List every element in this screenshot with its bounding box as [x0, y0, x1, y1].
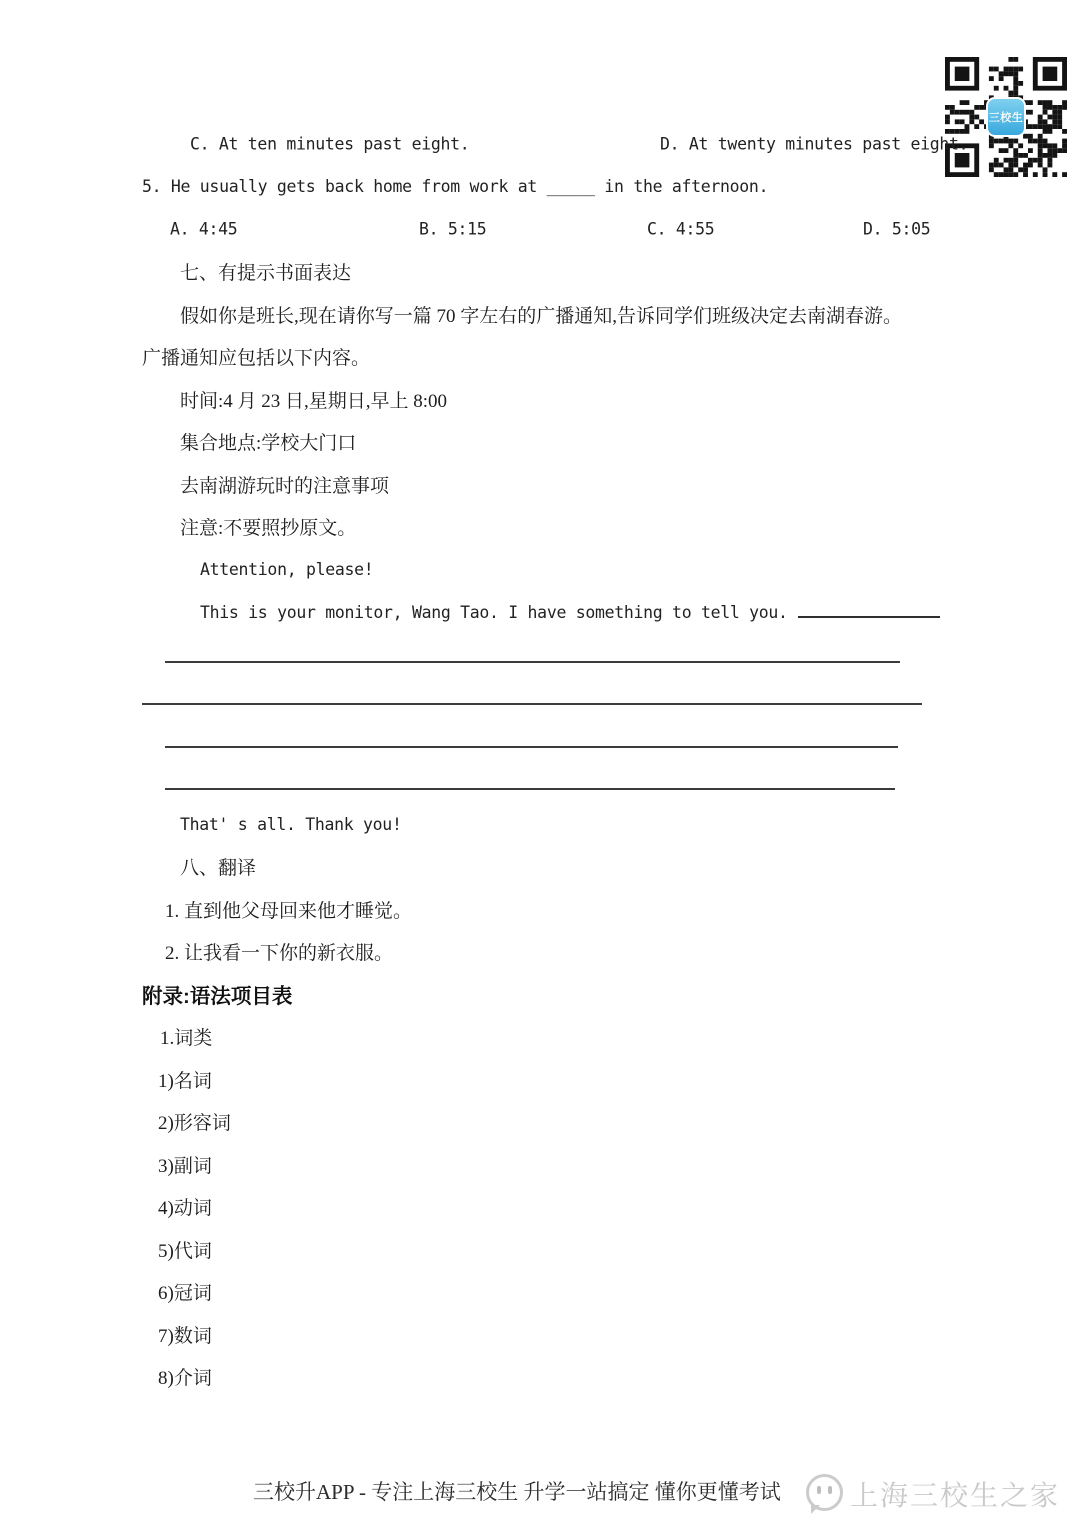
writing-blank-line-4-row: [142, 761, 1042, 804]
listening-options-cd-row: [142, 123, 1042, 166]
translation-item-1: 1. 直到他父母回来他才睡觉。: [165, 900, 413, 922]
q5-option-c: C. 4:55: [647, 219, 715, 239]
q5-option-b: B. 5:15: [419, 219, 487, 239]
notice-point-caution: 注意:不要照抄原文。: [180, 518, 357, 540]
listening-option-d: D. At twenty minutes past eight.: [660, 134, 969, 154]
appendix-item-adjective: 2)形容词: [158, 1113, 231, 1135]
translation-item-2: 2. 让我看一下你的新衣服。: [165, 943, 394, 965]
appendix-item-article: 6)冠词: [158, 1283, 212, 1305]
footer-watermark-text: 上海三校生之家: [850, 1481, 1061, 1512]
notice-point-place: 集合地点:学校大门口: [180, 433, 357, 455]
writing-blank-line-2-row: [142, 676, 1042, 719]
writing-blank-line-4[interactable]: [165, 788, 895, 790]
section-7-intro-line-2: 广播通知应包括以下内容。: [142, 348, 371, 370]
section-7-intro-line-1: 假如你是班长,现在请你写一篇 70 字左右的广播通知,告诉同学们班级决定去南湖春游。: [180, 305, 903, 327]
question-5-stem: 5. He usually gets back home from work at _____ in the afternoon.: [142, 177, 769, 197]
writing-blank-line-2[interactable]: [142, 703, 922, 705]
appendix-heading-word-classes: 1.词类: [160, 1028, 213, 1050]
writing-blank-line-1[interactable]: [165, 661, 900, 663]
exam-page-content: [142, 123, 1042, 1398]
wechat-face-icon: [806, 1474, 843, 1511]
notice-point-notes: 去南湖游玩时的注意事项: [180, 475, 390, 497]
page-footer: [0, 1466, 1080, 1516]
qr-logo-label: 三校生: [988, 112, 1024, 124]
appendix-item-noun: 1)名词: [158, 1070, 212, 1092]
appendix-title: 附录:语法项目表: [142, 985, 293, 1009]
writing-opening-text-wrap: [200, 602, 940, 622]
appendix-item-numeral: 7)数词: [158, 1325, 212, 1347]
footer-app-promo-text: 三校升APP - 专注上海三校生 升学一站搞定 懂你更懂考试: [253, 1480, 781, 1504]
section-8-title: 八、翻译: [180, 858, 257, 880]
appendix-item-adverb: 3)副词: [158, 1155, 212, 1177]
notice-point-time: 时间:4 月 23 日,星期日,早上 8:00: [180, 390, 448, 412]
appendix-item-preposition: 8)介词: [158, 1368, 212, 1390]
icon-bubble-tail: [811, 1505, 820, 1514]
q5-option-a: A. 4:45: [170, 219, 238, 239]
writing-attention-line: Attention, please!: [200, 559, 374, 579]
writing-blank-line-3[interactable]: [165, 746, 898, 748]
section-7-title: 七、有提示书面表达: [180, 263, 352, 285]
writing-blank-line-3-row: [142, 718, 1042, 761]
writing-closing-line: That' s all. Thank you!: [180, 814, 402, 834]
writing-inline-blank[interactable]: [798, 602, 940, 618]
question-5-options-row: [142, 208, 1042, 251]
icon-eye-left: [817, 1486, 821, 1494]
writing-blank-line-1-row: [142, 633, 1042, 676]
listening-option-c: C. At ten minutes past eight.: [190, 134, 470, 154]
icon-eye-right: [828, 1486, 832, 1494]
q5-option-d: D. 5:05: [863, 219, 931, 239]
appendix-item-verb: 4)动词: [158, 1198, 212, 1220]
appendix-item-pronoun: 5)代词: [158, 1240, 212, 1262]
writing-opening-text: This is your monitor, Wang Tao. I have something to tell you.: [200, 602, 788, 622]
writing-opening-line: [142, 591, 1042, 634]
